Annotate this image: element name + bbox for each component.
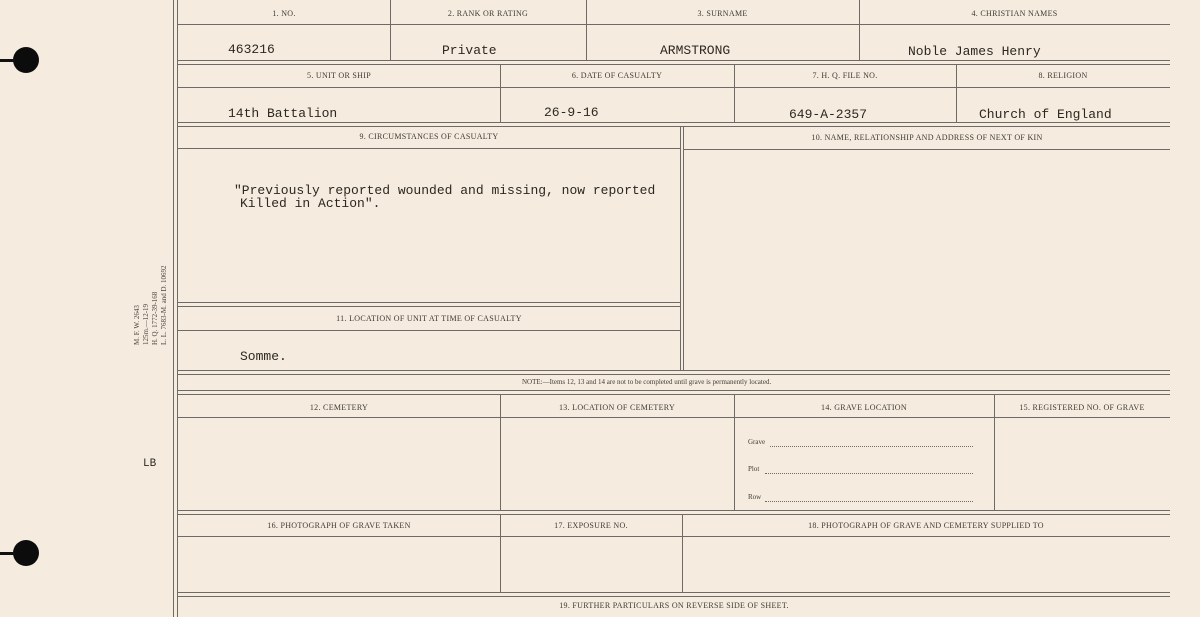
plot-field-label: Plot: [748, 465, 760, 473]
value-unit: 14th Battalion: [228, 106, 338, 121]
label-location-cemetery: 13. LOCATION OF CEMETERY: [558, 403, 676, 412]
value-number: 463216: [228, 42, 275, 57]
punch-hole-top: [13, 47, 39, 73]
print-code-1: M. F. W. 2643: [133, 305, 141, 345]
row2-label-rule: [178, 87, 1170, 88]
row4-label-rule: [178, 536, 1170, 537]
value-religion: Church of England: [979, 107, 1112, 122]
label-exposure-no: 17. EXPOSURE NO.: [554, 521, 628, 530]
label-photograph-taken: 16. PHOTOGRAPH OF GRAVE TAKEN: [267, 521, 411, 530]
row-separator: [178, 510, 1170, 515]
margin-rule: [173, 0, 174, 617]
row-separator: [178, 592, 1170, 597]
row-separator: [178, 370, 1170, 375]
print-code-3: H. Q. 1772-39-168: [151, 291, 159, 345]
circumstances-divider: [683, 126, 684, 371]
margin-mark: LB: [143, 458, 157, 470]
label-location: 11. LOCATION OF UNIT AT TIME OF CASUALTY: [336, 314, 522, 323]
label-registered-no: 15. REGISTERED NO. OF GRAVE: [1019, 403, 1145, 412]
location-separator: [178, 302, 680, 307]
print-code-4: L. L. 7683-M. and D. 10692: [160, 265, 168, 345]
value-rank: Private: [442, 43, 497, 58]
label-religion: 8. RELIGION: [1038, 71, 1088, 80]
note-text: NOTE:—Items 12, 13 and 14 are not to be completed until grave is permanently located.: [522, 378, 772, 386]
value-location: Somme.: [240, 349, 287, 364]
label-rank: 2. RANK OR RATING: [447, 9, 529, 18]
row-separator: [178, 60, 1170, 65]
label-unit: 5. UNIT OR SHIP: [307, 71, 371, 80]
label-file-no: 7. H. Q. FILE NO.: [812, 71, 878, 80]
value-christian-names: Noble James Henry: [908, 44, 1041, 59]
label-surname: 3. SURNAME: [697, 9, 748, 18]
punch-hole-bottom: [13, 540, 39, 566]
label-number: 1. NO.: [272, 9, 296, 18]
footer-text: 19. FURTHER PARTICULARS ON REVERSE SIDE OF SHEET.: [559, 601, 789, 610]
kin-label-rule: [684, 149, 1170, 150]
circumstances-label-rule: [178, 148, 680, 149]
value-surname: ARMSTRONG: [660, 43, 731, 58]
row1-label-rule: [178, 24, 1170, 25]
label-photograph-supplied: 18. PHOTOGRAPH OF GRAVE AND CEMETERY SUPPLIED TO: [808, 521, 1044, 530]
grave-field-label: Grave: [748, 438, 766, 446]
label-christian-names: 4. CHRISTIAN NAMES: [971, 9, 1058, 18]
label-cemetery: 12. CEMETERY: [309, 403, 369, 412]
row-field-line: [765, 501, 973, 502]
print-code-2: 125m.—12-19: [142, 303, 150, 345]
label-date-casualty: 6. DATE OF CASUALTY: [571, 71, 663, 80]
row-separator: [178, 390, 1170, 395]
location-label-rule: [178, 330, 680, 331]
label-grave-location: 14. GRAVE LOCATION: [821, 403, 907, 412]
row3-label-rule: [178, 417, 1170, 418]
circumstances-divider: [680, 126, 681, 371]
label-circumstances: 9. CIRCUMSTANCES OF CASUALTY: [359, 132, 499, 141]
value-file-no: 649-A-2357: [789, 107, 868, 122]
row-field-label: Row: [748, 493, 762, 501]
grave-field-line: [770, 446, 973, 447]
label-next-of-kin: 10. NAME, RELATIONSHIP AND ADDRESS OF NEXT OF KIN: [811, 133, 1043, 142]
circumstances-line-2: Killed in Action".: [240, 196, 381, 211]
value-date-casualty: 26-9-16: [544, 105, 599, 120]
circumstances-line-1: "Previously reported wounded and missing, now reported: [234, 183, 656, 198]
row-separator: [178, 122, 1170, 127]
plot-field-line: [765, 473, 973, 474]
